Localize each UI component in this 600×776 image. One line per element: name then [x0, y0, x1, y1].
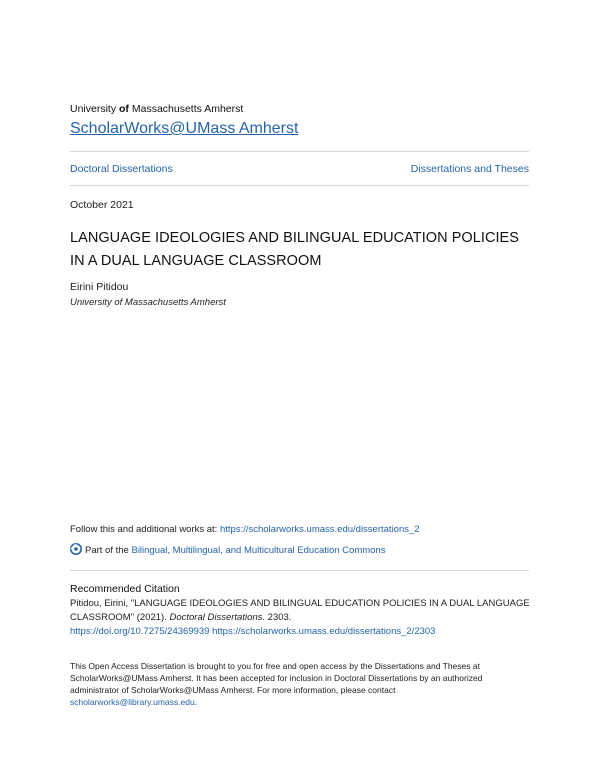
commons-network-icon [70, 543, 82, 558]
citation-heading: Recommended Citation [70, 583, 180, 595]
author-name: Eirini Pitidou [70, 281, 129, 293]
divider-nav [70, 185, 529, 186]
citation-line-2 [70, 612, 291, 623]
citation-line2-pre: CLASSROOM" (2021). [70, 612, 170, 623]
notice-line-2: ScholarWorks@UMass Amherst. It has been accepted for inclusion in Doctoral Dissertations by an authorized [70, 673, 483, 683]
doctoral-dissertations-link[interactable]: Doctoral Dissertations [70, 163, 173, 175]
title-line-1: LANGUAGE IDEOLOGIES AND BILINGUAL EDUCATION POLICIES [70, 230, 519, 246]
citation-url-link[interactable]: https://scholarworks.umass.edu/dissertations_2/2303 [212, 626, 436, 637]
university-name [70, 103, 243, 115]
notice-line-1: This Open Access Dissertation is brought to you for free and open access by the Dissertations and Theses at [70, 661, 480, 671]
citation-line-1: Pitidou, Eirini, "LANGUAGE IDEOLOGIES AND BILINGUAL EDUCATION POLICIES IN A DUAL LANGUAGE [70, 598, 530, 609]
author-affiliation: University of Massachusetts Amherst [70, 297, 226, 308]
repository-link[interactable]: ScholarWorks@UMass Amherst [70, 120, 299, 137]
citation-line-3 [70, 626, 435, 637]
university-prefix: University [70, 103, 120, 115]
notice-line-3: administrator of ScholarWorks@UMass Amherst. For more information, please contact [70, 685, 396, 695]
university-middle: Massachusetts Amherst [128, 103, 244, 115]
university-bold: of [119, 103, 129, 115]
follow-line [70, 524, 420, 535]
citation-series: Doctoral Dissertations [169, 612, 263, 623]
divider-top [70, 151, 529, 152]
part-of-text: Part of the [85, 545, 132, 556]
follow-text: Follow this and additional works at: [70, 524, 220, 535]
publication-date: October 2021 [70, 199, 134, 211]
part-of-line [70, 543, 385, 558]
doi-link[interactable]: https://doi.org/10.7275/24369939 [70, 626, 210, 637]
notice-email-suffix: . [194, 697, 198, 707]
citation-line2-post: . 2303. [262, 612, 292, 623]
notice-line-4 [70, 697, 197, 707]
follow-url-link[interactable]: https://scholarworks.umass.edu/dissertations_2 [219, 524, 420, 535]
title-line-2: IN A DUAL LANGUAGE CLASSROOM [70, 253, 322, 269]
commons-link[interactable]: Bilingual, Multilingual, and Multicultural Education Commons [131, 545, 386, 556]
dissertations-and-theses-link[interactable]: Dissertations and Theses [410, 163, 529, 175]
divider-citation [70, 570, 529, 571]
contact-email-link[interactable]: scholarworks@library.umass.edu [70, 697, 195, 707]
